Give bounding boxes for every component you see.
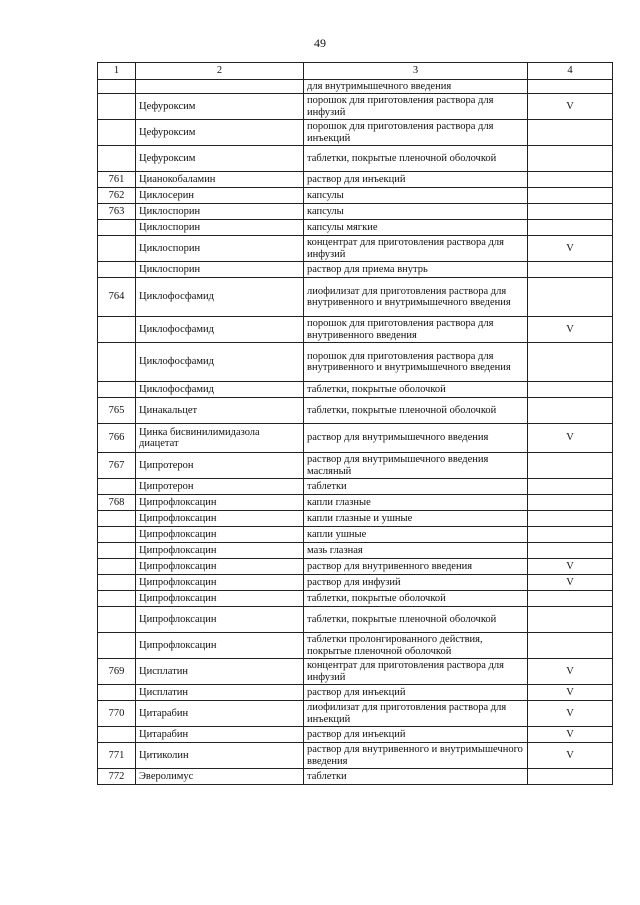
dosage-form: таблетки [304,479,528,495]
drug-name: Циклофосфамид [136,317,304,343]
drug-name: Ципрофлоксацин [136,633,304,659]
table-row [98,80,613,94]
essential-mark [528,453,613,479]
row-number [98,591,136,607]
drug-name: Цефуроксим [136,120,304,146]
dosage-form: раствор для внутримышечного введения масляный [304,453,528,479]
table-row [98,146,613,172]
drug-name: Цефуроксим [136,146,304,172]
essential-mark [528,80,613,94]
drug-name: Цисплатин [136,659,304,685]
drug-name: Цисплатин [136,685,304,701]
dosage-form: таблетки, покрытые пленочной оболочкой [304,398,528,424]
row-number [98,607,136,633]
header-col-1: 1 [98,63,136,80]
drug-name: Циклосерин [136,188,304,204]
essential-mark [528,495,613,511]
table-row [98,172,613,188]
essential-mark [528,278,613,317]
essential-mark: V [528,317,613,343]
drug-name: Ципротерон [136,479,304,495]
dosage-form: раствор для инъекций [304,172,528,188]
dosage-form: капли ушные [304,527,528,543]
table-row [98,317,613,343]
essential-mark: V [528,236,613,262]
header-col-4: 4 [528,63,613,80]
table-row [98,453,613,479]
table-row [98,527,613,543]
essential-mark: V [528,94,613,120]
row-number [98,527,136,543]
dosage-form: раствор для инъекций [304,685,528,701]
row-number: 768 [98,495,136,511]
row-number [98,727,136,743]
essential-mark: V [528,659,613,685]
table-row [98,262,613,278]
drug-name: Цефуроксим [136,94,304,120]
row-number [98,543,136,559]
dosage-form: раствор для внутривенного введения [304,559,528,575]
table-row [98,743,613,769]
row-number: 771 [98,743,136,769]
drug-name: Циклоспорин [136,262,304,278]
dosage-form: порошок для приготовления раствора для внутривенного введения [304,317,528,343]
row-number [98,479,136,495]
table-row [98,495,613,511]
row-number: 769 [98,659,136,685]
dosage-form: раствор для приема внутрь [304,262,528,278]
drug-name: Ципротерон [136,453,304,479]
essential-mark: V [528,559,613,575]
table-row [98,94,613,120]
essential-mark: V [528,685,613,701]
row-number [98,633,136,659]
table-row [98,659,613,685]
header-col-2: 2 [136,63,304,80]
dosage-form: концентрат для приготовления раствора для инфузий [304,236,528,262]
row-number: 763 [98,204,136,220]
dosage-form: мазь глазная [304,543,528,559]
row-number [98,220,136,236]
drug-name: Циклофосфамид [136,278,304,317]
row-number [98,120,136,146]
table-row [98,543,613,559]
table-row [98,701,613,727]
dosage-form: таблетки, покрытые пленочной оболочкой [304,607,528,633]
dosage-form: для внутримышечного введения [304,80,528,94]
dosage-form: капсулы мягкие [304,220,528,236]
table-row [98,278,613,317]
row-number [98,382,136,398]
drug-table [97,62,613,785]
drug-name: Циклофосфамид [136,343,304,382]
row-number [98,262,136,278]
drug-name: Цитарабин [136,701,304,727]
row-number: 761 [98,172,136,188]
drug-name: Циклофосфамид [136,382,304,398]
row-number: 765 [98,398,136,424]
page-number: 49 [314,36,326,50]
essential-mark [528,527,613,543]
drug-name: Ципрофлоксацин [136,543,304,559]
table-row [98,204,613,220]
dosage-form: раствор для внутривенного и внутримышечного введения [304,743,528,769]
table-row [98,479,613,495]
drug-name: Ципрофлоксацин [136,495,304,511]
row-number: 762 [98,188,136,204]
table-row [98,511,613,527]
essential-mark [528,220,613,236]
dosage-form: раствор для инфузий [304,575,528,591]
drug-name [136,80,304,94]
drug-name: Ципрофлоксацин [136,527,304,543]
row-number: 767 [98,453,136,479]
drug-name: Циклоспорин [136,236,304,262]
row-number [98,236,136,262]
drug-name: Ципрофлоксацин [136,575,304,591]
essential-mark [528,382,613,398]
essential-mark [528,479,613,495]
table-row [98,607,613,633]
table-row [98,633,613,659]
essential-mark [528,120,613,146]
essential-mark: V [528,727,613,743]
drug-name: Цинка бисвинилимидазола диацетат [136,424,304,453]
essential-mark [528,633,613,659]
header-col-3: 3 [304,63,528,80]
dosage-form: таблетки пролонгированного действия, покрытые пленочной оболочкой [304,633,528,659]
drug-name: Ципрофлоксацин [136,511,304,527]
drug-name: Цинакальцет [136,398,304,424]
essential-mark [528,769,613,785]
dosage-form: раствор для внутримышечного введения [304,424,528,453]
row-number: 764 [98,278,136,317]
essential-mark [528,343,613,382]
row-number: 770 [98,701,136,727]
dosage-form: капли глазные [304,495,528,511]
drug-name: Циклоспорин [136,220,304,236]
essential-mark [528,511,613,527]
essential-mark: V [528,575,613,591]
essential-mark [528,591,613,607]
table-row [98,727,613,743]
dosage-form: капсулы [304,188,528,204]
essential-mark [528,398,613,424]
row-number [98,343,136,382]
drug-name: Эверолимус [136,769,304,785]
drug-name: Ципрофлоксацин [136,559,304,575]
dosage-form: порошок для приготовления раствора для инфузий [304,94,528,120]
row-number [98,575,136,591]
dosage-form: таблетки, покрытые пленочной оболочкой [304,146,528,172]
drug-name: Цианокобаламин [136,172,304,188]
essential-mark: V [528,743,613,769]
essential-mark [528,146,613,172]
dosage-form: таблетки, покрытые оболочкой [304,591,528,607]
table-row [98,220,613,236]
table-body [98,80,613,785]
drug-name: Цитарабин [136,727,304,743]
drug-name: Циклоспорин [136,204,304,220]
table-row [98,575,613,591]
dosage-form: таблетки, покрытые оболочкой [304,382,528,398]
table-header-row [98,63,613,80]
dosage-form: лиофилизат для приготовления раствора для инъекций [304,701,528,727]
table-row [98,591,613,607]
drug-name: Ципрофлоксацин [136,591,304,607]
essential-mark [528,262,613,278]
row-number: 772 [98,769,136,785]
essential-mark [528,204,613,220]
row-number [98,685,136,701]
drug-name: Ципрофлоксацин [136,607,304,633]
table-row [98,559,613,575]
dosage-form: раствор для инъекций [304,727,528,743]
table-row [98,424,613,453]
row-number [98,94,136,120]
table-row [98,343,613,382]
table-row [98,120,613,146]
row-number [98,80,136,94]
dosage-form: таблетки [304,769,528,785]
essential-mark [528,607,613,633]
dosage-form: капли глазные и ушные [304,511,528,527]
row-number [98,511,136,527]
essential-mark [528,543,613,559]
table-row [98,382,613,398]
essential-mark [528,172,613,188]
dosage-form: порошок для приготовления раствора для внутривенного и внутримышечного введения [304,343,528,382]
table-row [98,188,613,204]
table-row [98,236,613,262]
row-number [98,559,136,575]
dosage-form: порошок для приготовления раствора для инъекций [304,120,528,146]
table-row [98,769,613,785]
row-number: 766 [98,424,136,453]
table-row [98,398,613,424]
row-number [98,317,136,343]
essential-mark [528,188,613,204]
dosage-form: лиофилизат для приготовления раствора для внутривенного и внутримышечного введения [304,278,528,317]
row-number [98,146,136,172]
essential-mark: V [528,424,613,453]
dosage-form: капсулы [304,204,528,220]
drug-name: Цитиколин [136,743,304,769]
dosage-form: концентрат для приготовления раствора для инфузий [304,659,528,685]
table-row [98,685,613,701]
essential-mark: V [528,701,613,727]
